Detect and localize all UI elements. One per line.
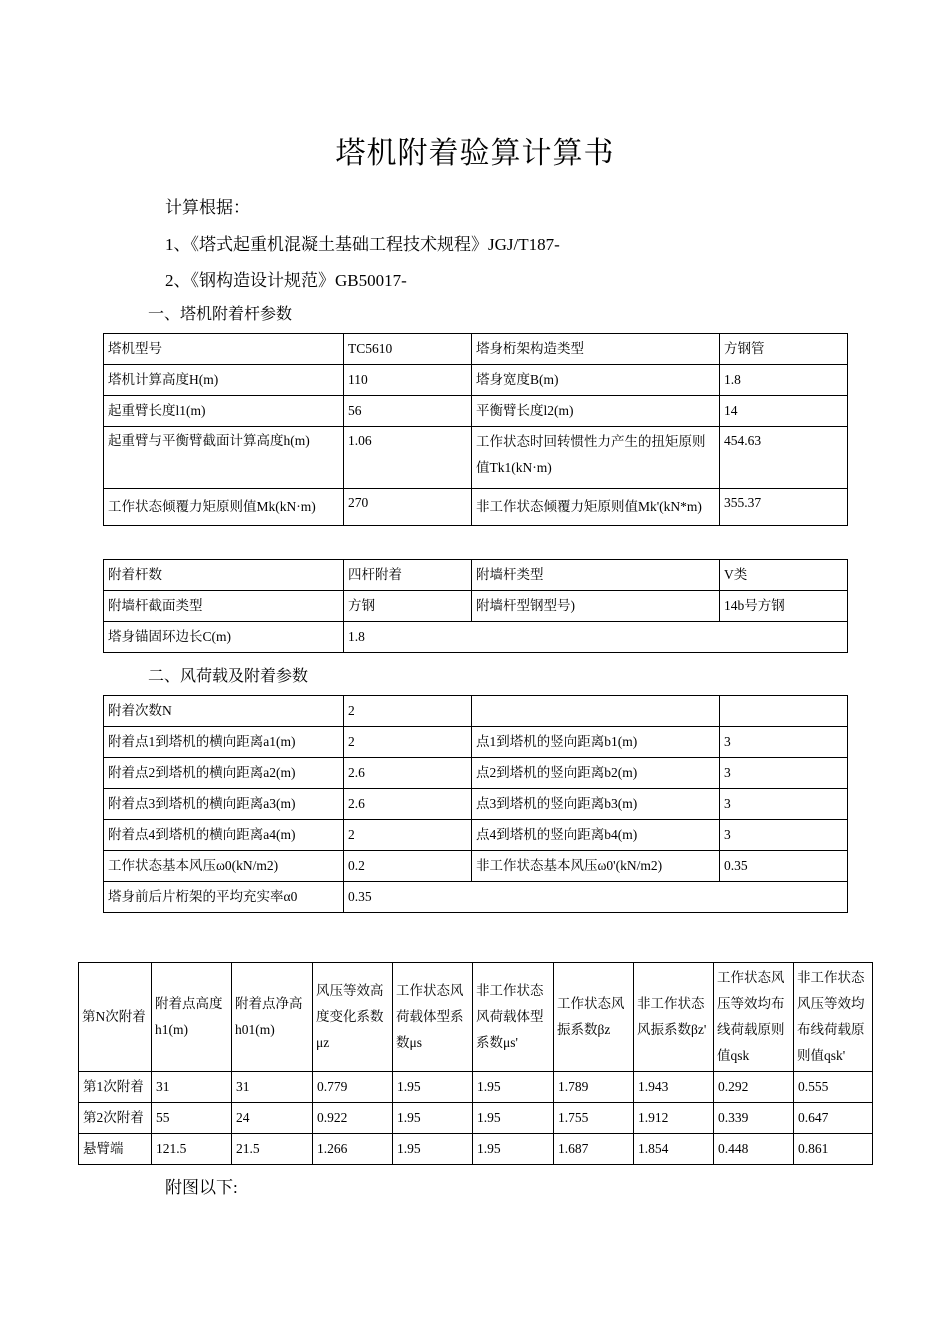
- table-row: [104, 696, 848, 727]
- table-cell: 方钢: [344, 591, 472, 622]
- table-row: [104, 560, 848, 591]
- table-cell: 3: [720, 758, 848, 789]
- table-cell: 355.37: [720, 489, 848, 526]
- table-cell: 1.789: [554, 1072, 634, 1103]
- wind-coefficient-table: [78, 962, 873, 1165]
- column-header: 工作状态风压等效均布线荷载原则值qsk: [714, 963, 794, 1072]
- table-cell: 附着点1到塔机的横向距离a1(m): [104, 727, 344, 758]
- table-row: [104, 591, 848, 622]
- wall-brace-params-table: [103, 559, 848, 653]
- column-header: 附着点高度h1(m): [152, 963, 232, 1072]
- table-cell: 1.755: [554, 1103, 634, 1134]
- table-cell: 起重臂长度l1(m): [104, 396, 344, 427]
- table-row: [79, 1134, 873, 1165]
- table-row: [79, 1103, 873, 1134]
- basis-heading: 计算根据：: [165, 198, 250, 217]
- table-row: [79, 1072, 873, 1103]
- table-cell: 附墙杆截面类型: [104, 591, 344, 622]
- table-cell: 110: [344, 365, 472, 396]
- table-cell: 塔身锚固环边长C(m): [104, 622, 344, 653]
- table-row: [104, 820, 848, 851]
- table-row: [104, 789, 848, 820]
- basis-item-2: 2、《钢构造设计规范》GB50017-: [165, 271, 407, 290]
- table-cell: 1.8: [344, 622, 848, 653]
- table-cell: 0.35: [344, 882, 848, 913]
- table-header-row: [79, 963, 873, 1072]
- table-cell: 3: [720, 789, 848, 820]
- table-cell: 0.339: [714, 1103, 794, 1134]
- table-cell: 塔机计算高度H(m): [104, 365, 344, 396]
- table-cell: 0.448: [714, 1134, 794, 1165]
- table-cell: 塔机型号: [104, 334, 344, 365]
- footer-text: 附图以下:: [165, 1178, 238, 1197]
- table-cell: 点3到塔机的竖向距离b3(m): [472, 789, 720, 820]
- document-title: 塔机附着验算计算书: [335, 137, 615, 170]
- table-cell: TC5610: [344, 334, 472, 365]
- table-cell: 塔身前后片桁架的平均充实率α0: [104, 882, 344, 913]
- table-row: [104, 622, 848, 653]
- table-row: [104, 427, 848, 489]
- table-cell: 点2到塔机的竖向距离b2(m): [472, 758, 720, 789]
- table-row: [104, 489, 848, 526]
- table-cell: 方钢管: [720, 334, 848, 365]
- table-row: [104, 727, 848, 758]
- table-cell: 工作状态基本风压ω0(kN/m2): [104, 851, 344, 882]
- table-cell: 2.6: [344, 758, 472, 789]
- table-cell: 121.5: [152, 1134, 232, 1165]
- table-cell: 1.8: [720, 365, 848, 396]
- table-cell: 1.95: [393, 1072, 473, 1103]
- table-cell: 1.95: [473, 1072, 554, 1103]
- tower-crane-params-table: [103, 333, 848, 526]
- column-header: 工作状态风振系数βz: [554, 963, 634, 1072]
- table-cell: 1.95: [473, 1134, 554, 1165]
- column-header: 非工作状态风压等效均布线荷载原则值qsk': [794, 963, 873, 1072]
- table-cell: 1.912: [634, 1103, 714, 1134]
- table-cell: 1.95: [393, 1134, 473, 1165]
- table-cell: 2: [344, 696, 472, 727]
- table-cell: 非工作状态倾覆力矩原则值Mk'(kN*m): [472, 489, 720, 526]
- wind-load-params-table: [103, 695, 848, 913]
- table-cell: 平衡臂长度l2(m): [472, 396, 720, 427]
- table-cell: 0.2: [344, 851, 472, 882]
- table-cell: 14: [720, 396, 848, 427]
- table-cell: 0.647: [794, 1103, 873, 1134]
- table-cell: 1.266: [313, 1134, 393, 1165]
- table-cell: 1.95: [473, 1103, 554, 1134]
- table-cell: 附着点4到塔机的横向距离a4(m): [104, 820, 344, 851]
- table-cell: 1.687: [554, 1134, 634, 1165]
- table-cell: V类: [720, 560, 848, 591]
- table-cell: 0.779: [313, 1072, 393, 1103]
- table-cell: 工作状态倾覆力矩原则值Mk(kN·m): [104, 489, 344, 526]
- table-row: [104, 396, 848, 427]
- table-cell: 2.6: [344, 789, 472, 820]
- section-1-title: 一、塔机附着杆参数: [148, 306, 293, 323]
- table-cell: 塔身宽度B(m): [472, 365, 720, 396]
- table-cell: 悬臂端: [79, 1134, 152, 1165]
- table-cell: 附着杆数: [104, 560, 344, 591]
- table-cell: 21.5: [232, 1134, 313, 1165]
- column-header: 风压等效高度变化系数μz: [313, 963, 393, 1072]
- table-cell: 点4到塔机的竖向距离b4(m): [472, 820, 720, 851]
- table-cell: 1.943: [634, 1072, 714, 1103]
- table-cell: 56: [344, 396, 472, 427]
- column-header: 非工作状态风荷载体型系数μs': [473, 963, 554, 1072]
- table-cell: 0.35: [720, 851, 848, 882]
- column-header: 工作状态风荷载体型系数μs: [393, 963, 473, 1072]
- table-cell: 点1到塔机的竖向距离b1(m): [472, 727, 720, 758]
- column-header: 第N次附着: [79, 963, 152, 1072]
- table-row: [104, 334, 848, 365]
- table-cell: 0.292: [714, 1072, 794, 1103]
- table-cell: 四杆附着: [344, 560, 472, 591]
- section-2-title: 二、风荷载及附着参数: [148, 668, 309, 685]
- table-cell: 270: [344, 489, 472, 526]
- table-cell: 塔身桁架构造类型: [472, 334, 720, 365]
- table-cell: 起重臂与平衡臂截面计算高度h(m): [104, 427, 344, 489]
- table-cell: [472, 696, 720, 727]
- table-cell: 454.63: [720, 427, 848, 489]
- table-cell: 附墙杆型钢型号): [472, 591, 720, 622]
- table-row: [104, 882, 848, 913]
- basis-item-1: 1、《塔式起重机混凝土基础工程技术规程》JGJ/T187-: [165, 235, 560, 254]
- table-row: [104, 851, 848, 882]
- table-cell: 1.06: [344, 427, 472, 489]
- table-cell: 工作状态时回转惯性力产生的扭矩原则值Tk1(kN·m): [472, 427, 720, 489]
- table-cell: 2: [344, 727, 472, 758]
- table-cell: 1.95: [393, 1103, 473, 1134]
- table-cell: 14b号方钢: [720, 591, 848, 622]
- table-cell: 31: [152, 1072, 232, 1103]
- table-cell: 非工作状态基本风压ω0'(kN/m2): [472, 851, 720, 882]
- table-cell: 0.861: [794, 1134, 873, 1165]
- table-cell: 附着次数N: [104, 696, 344, 727]
- table-cell: 3: [720, 820, 848, 851]
- column-header: 附着点净高h01(m): [232, 963, 313, 1072]
- table-cell: 3: [720, 727, 848, 758]
- table-row: [104, 365, 848, 396]
- table-cell: 附着点3到塔机的横向距离a3(m): [104, 789, 344, 820]
- table-cell: 2: [344, 820, 472, 851]
- column-header: 非工作状态风振系数βz': [634, 963, 714, 1072]
- table-cell: [720, 696, 848, 727]
- table-cell: 第2次附着: [79, 1103, 152, 1134]
- table-cell: 1.854: [634, 1134, 714, 1165]
- table-cell: 31: [232, 1072, 313, 1103]
- table-cell: 0.555: [794, 1072, 873, 1103]
- table-cell: 24: [232, 1103, 313, 1134]
- table-cell: 附墙杆类型: [472, 560, 720, 591]
- table-cell: 55: [152, 1103, 232, 1134]
- table-row: [104, 758, 848, 789]
- table-cell: 附着点2到塔机的横向距离a2(m): [104, 758, 344, 789]
- table-cell: 第1次附着: [79, 1072, 152, 1103]
- table-cell: 0.922: [313, 1103, 393, 1134]
